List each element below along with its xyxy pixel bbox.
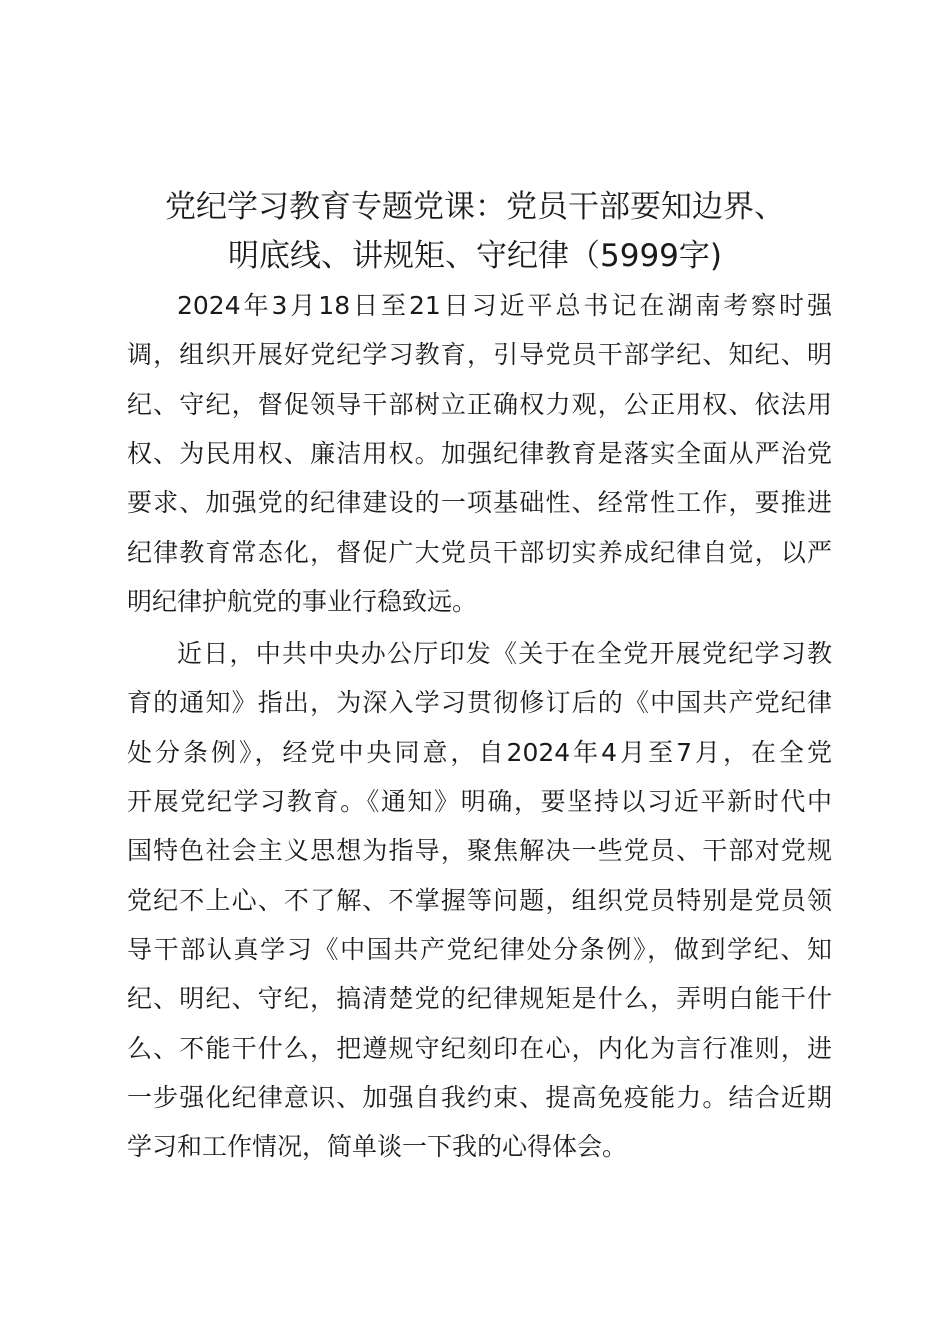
paragraph-1-line-7: 明纪律护航党的事业行稳致远。 xyxy=(127,587,478,616)
paragraph-2-line-11: 学习和工作情况，简单谈一下我的心得体会。 xyxy=(127,1132,628,1161)
paragraph-2-line-6: 党纪不上心、不了解、不掌握等问题，组织党员特别是党员领 xyxy=(127,886,832,915)
paragraph-1-line-3: 纪、守纪，督促领导干部树立正确权力观，公正用权、依法用 xyxy=(127,390,832,419)
paragraph-2-line-9: 么、不能干什么，把遵规守纪刻印在心，内化为言行准则，进 xyxy=(127,1034,832,1063)
paragraph-2-line-10: 一步强化纪律意识、加强自我约束、提高免疫能力。结合近期 xyxy=(127,1083,832,1112)
paragraph-2-line-5: 国特色社会主义思想为指导，聚焦解决一些党员、干部对党规 xyxy=(127,836,832,865)
paragraph-2-line-2: 育的通知》指出，为深入学习贯彻修订后的《中国共产党纪律 xyxy=(127,688,832,717)
paragraph-1-line-2: 调，组织开展好党纪学习教育，引导党员干部学纪、知纪、明 xyxy=(127,340,832,369)
paragraph-1-line-6: 纪律教育常态化，督促广大党员干部切实养成纪律自觉，以严 xyxy=(127,538,832,567)
document-title-line-2: 明底线、讲规矩、守纪律（5999字) xyxy=(228,238,722,274)
document-title-line-1: 党纪学习教育专题党课：党员干部要知边界、 xyxy=(165,189,785,225)
paragraph-1-line-4: 权、为民用权、廉洁用权。加强纪律教育是落实全面从严治党 xyxy=(127,439,832,468)
paragraph-1-line-5: 要求、加强党的纪律建设的一项基础性、经常性工作，要推进 xyxy=(127,488,832,517)
paragraph-2-line-7: 导干部认真学习《中国共产党纪律处分条例》，做到学纪、知 xyxy=(127,935,832,964)
paragraph-2-line-3: 处分条例》，经党中央同意，自2024年4月至7月，在全党 xyxy=(127,738,832,767)
paragraph-2-line-4: 开展党纪学习教育。《通知》明确，要坚持以习近平新时代中 xyxy=(127,787,832,816)
paragraph-1-line-1: 2024年3月18日至21日习近平总书记在湖南考察时强 xyxy=(177,291,832,320)
paragraph-2-line-8: 纪、明纪、守纪，搞清楚党的纪律规矩是什么，弄明白能干什 xyxy=(127,984,832,1013)
paragraph-2-line-1: 近日，中共中央办公厅印发《关于在全党开展党纪学习教 xyxy=(177,639,832,668)
